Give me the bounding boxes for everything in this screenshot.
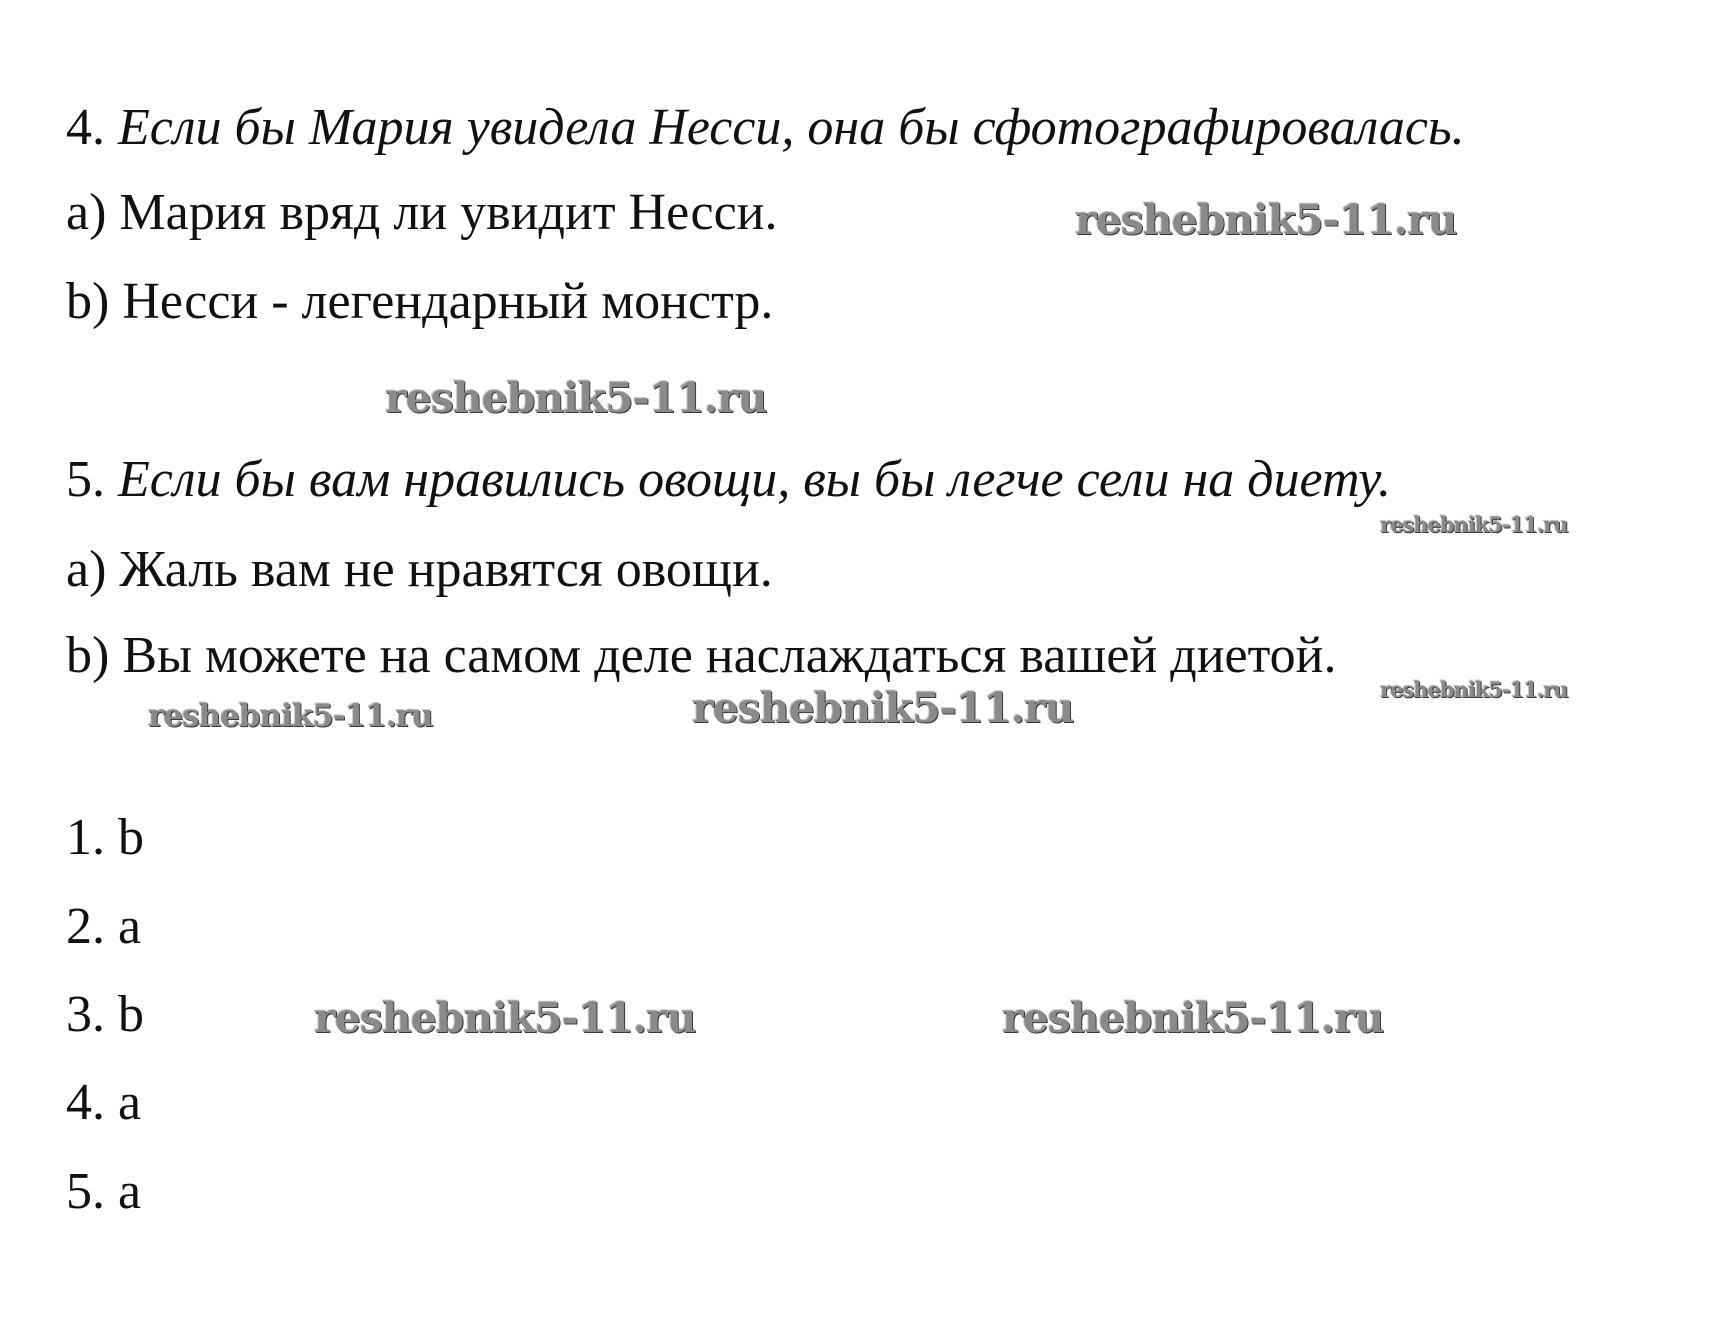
watermark: reshebnik5-11.ru (385, 374, 767, 422)
watermark: reshebnik5-11.ru (1002, 994, 1384, 1042)
item-4-option-b: b) Несси - легендарный монстр. (66, 273, 774, 330)
answer-1: 1. b (66, 809, 144, 866)
item-5-number: 5. (66, 451, 105, 508)
item-4-statement-text: Если бы Мария увидела Несси, она бы сфотографировалась. (118, 99, 1465, 156)
answer-5: 5. a (66, 1163, 142, 1220)
answer-2: 2. a (66, 898, 142, 955)
watermark: reshebnik5-11.ru (1380, 677, 1568, 702)
watermark: reshebnik5-11.ru (314, 994, 696, 1042)
answer-4: 4. a (66, 1074, 142, 1131)
item-4-statement (66, 98, 1465, 158)
item-4-option-a: а) Мария вряд ли увидит Несси. (66, 184, 778, 241)
item-5-option-a: а) Жаль вам не нравятся овощи. (66, 541, 773, 598)
item-4-number: 4. (66, 99, 105, 156)
watermark: reshebnik5-11.ru (148, 698, 433, 734)
watermark: reshebnik5-11.ru (1075, 196, 1457, 244)
watermark: reshebnik5-11.ru (692, 684, 1074, 732)
item-5-statement-text: Если бы вам нравились овощи, вы бы легче сели на диету. (118, 451, 1392, 508)
watermark: reshebnik5-11.ru (1380, 512, 1568, 537)
item-5-option-b: b) Вы можете на самом деле наслаждаться вашей диетой. (66, 627, 1337, 684)
answer-3: 3. b (66, 986, 144, 1043)
item-5-statement (66, 450, 1391, 510)
